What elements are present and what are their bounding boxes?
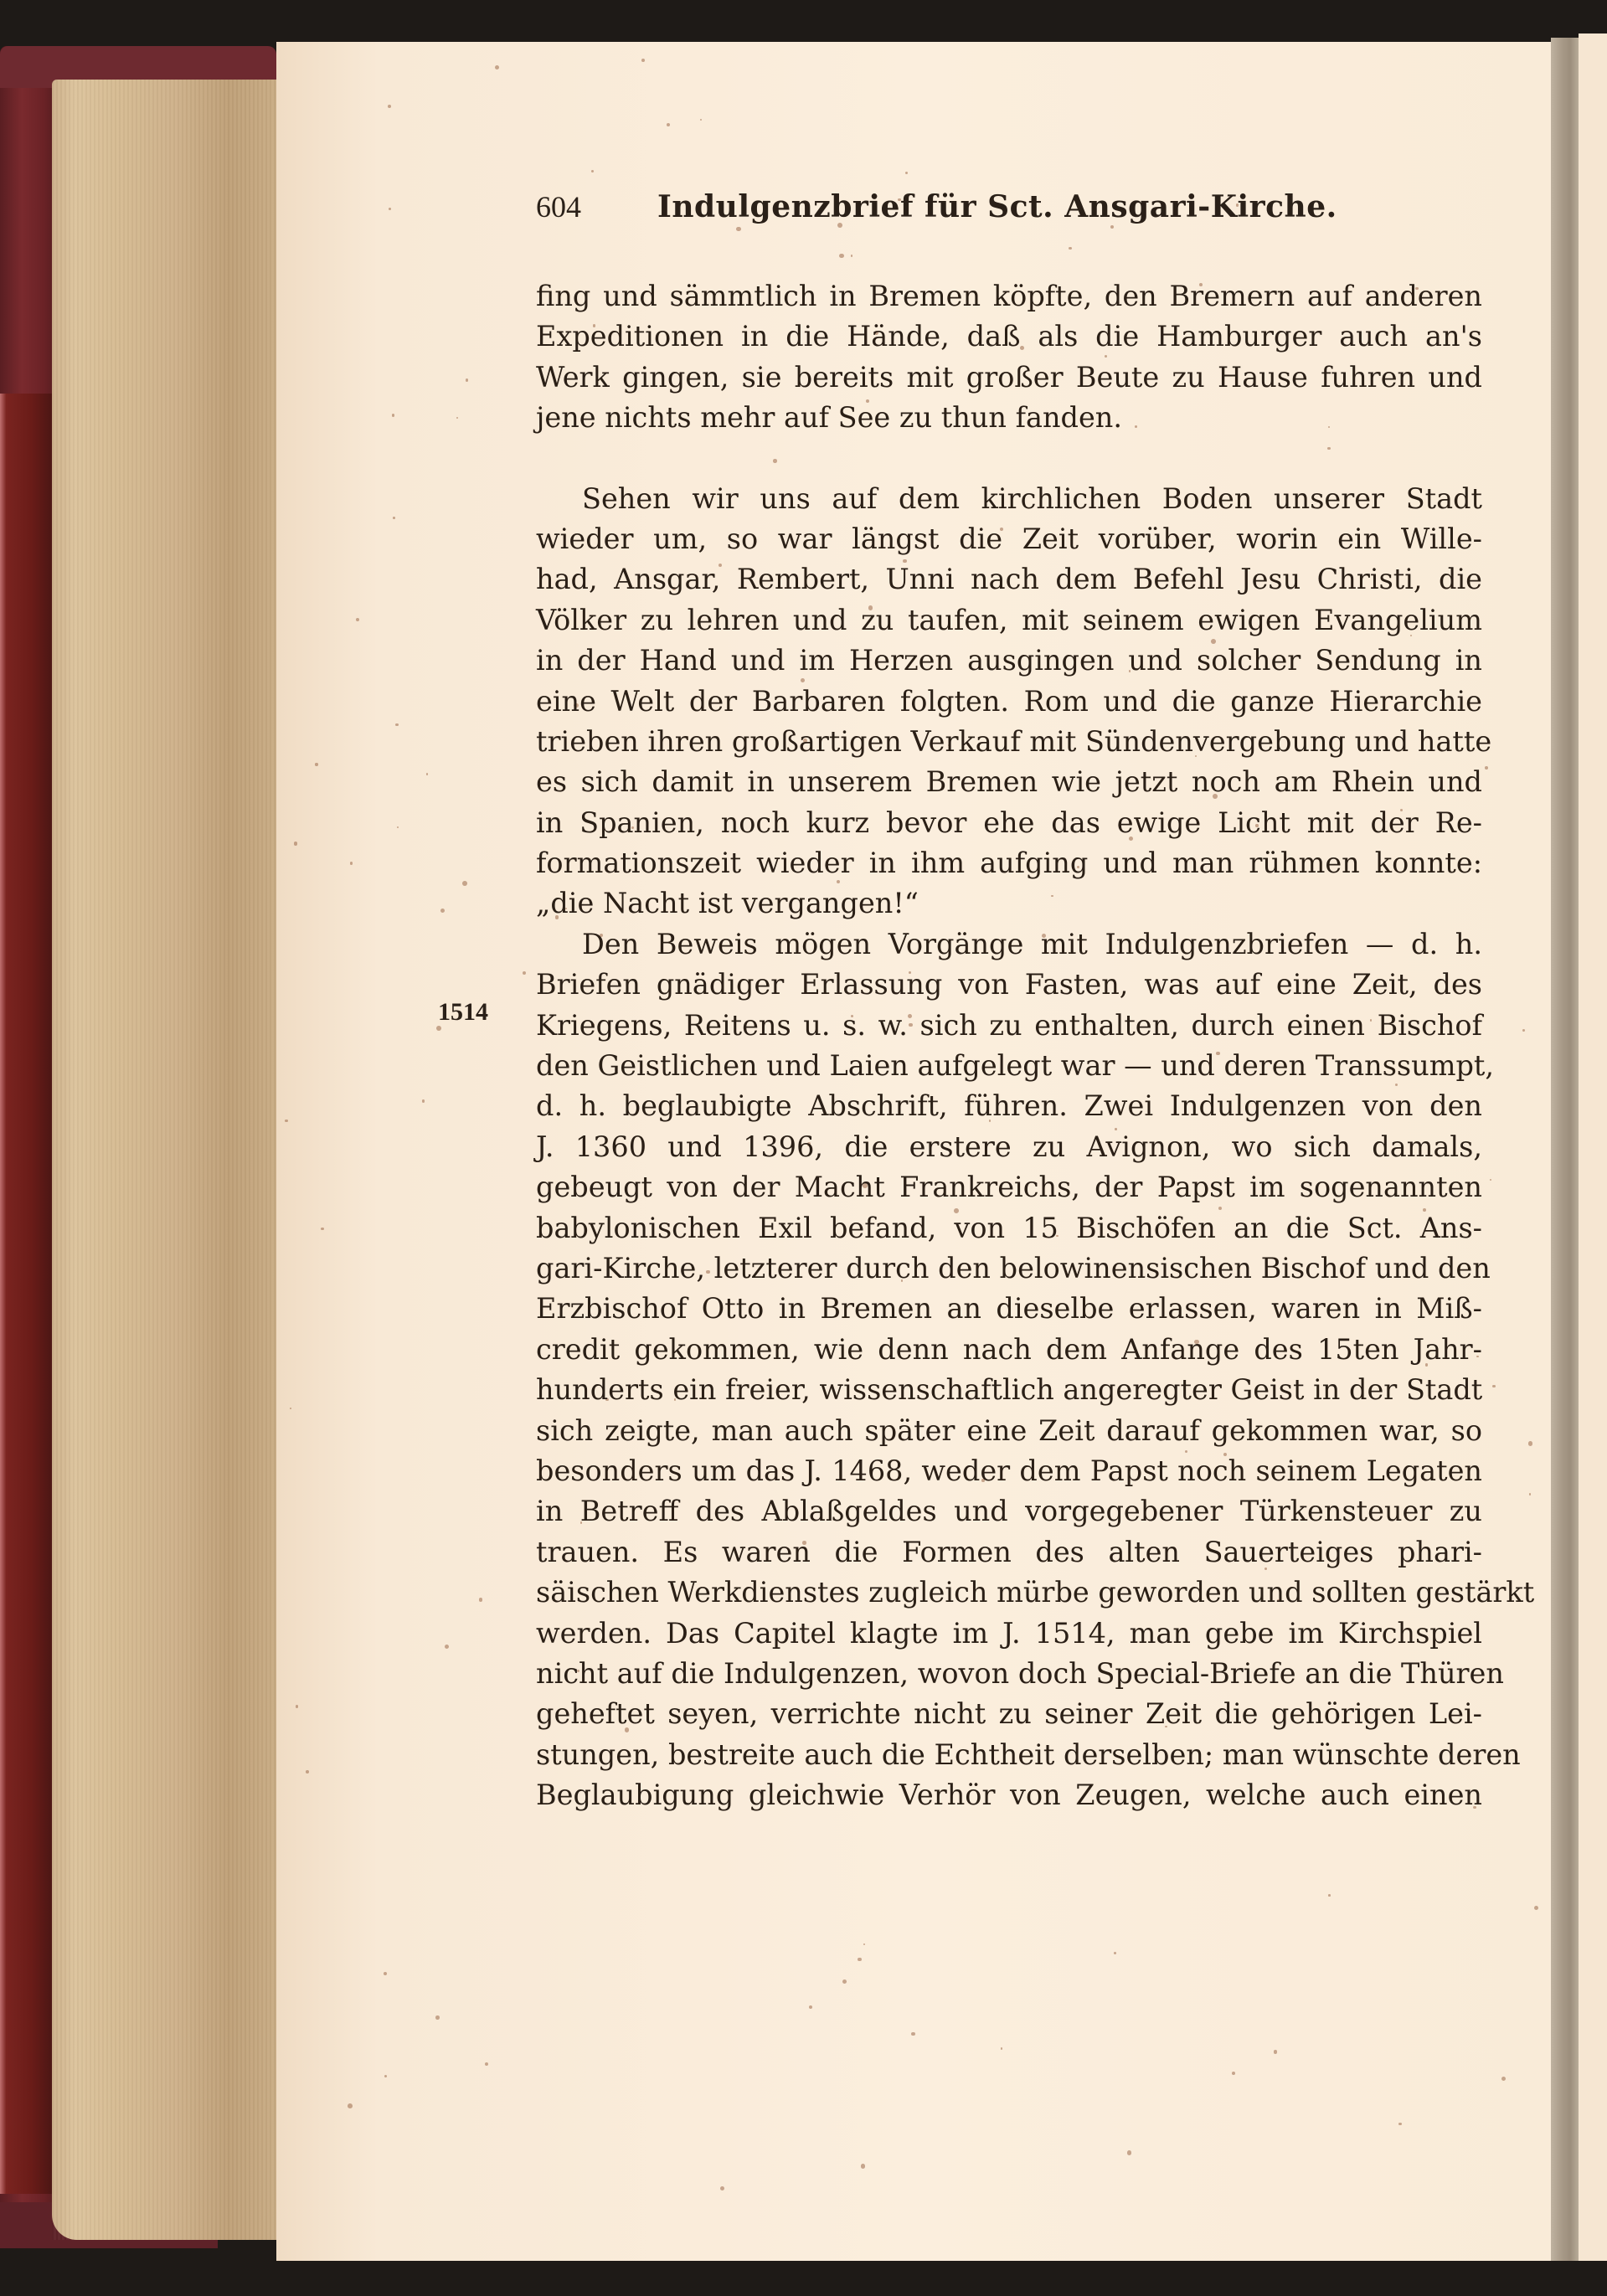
text-line: Sehen wir uns auf dem kirchlichen Boden unserer Stadt (582, 481, 1482, 515)
text-line: werden. Das Capitel klagte im J. 1514, man gebe im Kirchspiel (536, 1616, 1482, 1650)
running-head-title: Indulgenzbrief für Sct. Ansgari-Kirche. (657, 189, 1337, 224)
text-line: besonders um das J. 1468, weder dem Papst noch seinem Legaten (536, 1454, 1482, 1487)
foxing-speck (858, 1958, 861, 1961)
foxing-speck (700, 119, 702, 121)
foxing-speck (1485, 766, 1488, 770)
page-number: 604 (536, 190, 581, 224)
foxing-speck (1492, 1385, 1495, 1387)
foxing-speck (1001, 2047, 1002, 2049)
text-line: säischen Werkdienstes zugleich mürbe geworden und sollten gestärkt (536, 1576, 1535, 1609)
text-line: Expeditionen in die Hände, daß als die Hamburger auch an's (536, 320, 1482, 353)
foxing-speck (306, 1770, 309, 1773)
text-line: jene nichts mehr auf See zu thun fanden. (536, 401, 1123, 435)
text-line: credit gekommen, wie denn nach dem Anfange des 15ten Jahr- (536, 1332, 1482, 1366)
page-gutter (1551, 38, 1579, 2261)
text-line: in Spanien, noch kurz bevor ehe das ewige Licht mit der Re- (536, 806, 1482, 839)
foxing-speck (1529, 1493, 1532, 1495)
foxing-speck (315, 763, 317, 765)
text-line: gari-Kirche, letzterer durch den belowinensischen Bischof und den (536, 1251, 1491, 1284)
margin-year-note: 1514 (438, 998, 488, 1026)
text-line: in der Hand und im Herzen ausgingen und solcher Sendung in (536, 644, 1482, 677)
body-text (536, 276, 1535, 1815)
foxing-speck (641, 59, 645, 62)
text-line: gebeugt von der Macht Frankreichs, der Papst im sogenannten (536, 1171, 1482, 1204)
foxing-speck (1528, 1441, 1532, 1445)
foxing-speck (466, 378, 468, 381)
foxing-speck (809, 2005, 812, 2009)
running-head (536, 189, 1474, 231)
text-line: den Geistlichen und Laien aufgelegt war — und deren Transsumpt, (536, 1049, 1495, 1083)
foxing-speck (1274, 2050, 1277, 2053)
foxing-speck (462, 881, 467, 886)
foxing-speck (422, 1099, 425, 1103)
foxing-speck (321, 1228, 323, 1230)
text-line: in Betreff des Ablaßgeldes und vorgegebener Türkensteuer zu (536, 1495, 1482, 1528)
foxing-speck (861, 2164, 866, 2169)
text-line: Beglaubigung gleichwie Verhör von Zeugen, welche auch einen (536, 1779, 1482, 1812)
text-line: trieben ihren großartigen Verkauf mit Sündenvergebung und hatte (536, 724, 1492, 758)
foxing-speck (294, 842, 297, 845)
foxing-speck (1069, 247, 1072, 250)
foxing-speck (851, 255, 852, 256)
text-line: fing und sämmtlich in Bremen köpfte, den Bremern auf anderen (536, 280, 1482, 312)
text-line: Kriegens, Reitens u. s. w. sich zu enthalten, durch einen Bischof (536, 1008, 1482, 1042)
text-line: Werk gingen, sie bereits mit großer Beute zu Hause fuhren und (536, 360, 1482, 394)
text-line: J. 1360 und 1396, die erstere zu Avignon, wo sich damals, (536, 1130, 1482, 1163)
foxing-speck (1534, 1906, 1538, 1910)
paragraph-gap (536, 439, 1482, 479)
foxing-speck (389, 208, 391, 210)
foxing-speck (388, 105, 391, 108)
text-line: Den Beweis mögen Vorgänge mit Indulgenzbriefen — d. h. (582, 927, 1482, 960)
text-line: sich zeigte, man auch später eine Zeit darauf gekommen war, so (536, 1413, 1482, 1447)
text-line: „die Nacht ist vergangen!“ (536, 887, 919, 920)
foxing-speck (440, 909, 445, 913)
text-line: hunderts ein freier, wissenschaftlich angeregter Geist in der Stadt (536, 1373, 1483, 1407)
text-line: trauen. Es waren die Formen des alten Sauerteiges phari- (536, 1535, 1482, 1568)
text-line: eine Welt der Barbaren folgten. Rom und die ganze Hierarchie (536, 684, 1482, 718)
text-line: Völker zu lehren und zu taufen, mit seinem ewigen Evangelium (536, 603, 1482, 636)
text-line: Erzbischof Otto in Bremen an dieselbe erlassen, waren in Miß- (536, 1292, 1482, 1326)
foxing-speck (1232, 2072, 1235, 2075)
facing-page-edge (1579, 33, 1607, 2261)
foxing-speck (591, 170, 594, 172)
text-line: geheftet seyen, verrichte nicht zu seiner Zeit die gehörigen Lei- (536, 1697, 1482, 1731)
text-line: formationszeit wieder in ihm aufging und man rühmen konnte: (536, 847, 1482, 880)
text-line: d. h. beglaubigte Abschrift, führen. Zwei Indulgenzen von den (536, 1089, 1482, 1123)
book-cover-left-edge (0, 394, 52, 2194)
foxing-speck (1127, 2150, 1131, 2154)
text-line: nicht auf die Indulgenzen, wovon doch Special-Briefe an die Thüren (536, 1656, 1504, 1690)
text-line: wieder um, so war längst die Zeit vorüber, worin ein Wille- (536, 522, 1482, 555)
foxing-speck (1328, 1894, 1331, 1897)
foxing-speck (348, 2103, 353, 2108)
text-line: stungen, bestreite auch die Echtheit derselben; man wünschte deren (536, 1737, 1521, 1771)
foxing-speck (839, 254, 844, 259)
text-line: Briefen gnädiger Erlassung von Fasten, was auf eine Zeit, des (536, 968, 1482, 1001)
foxing-speck (393, 517, 395, 519)
page-block-edges (52, 80, 278, 2240)
text-line: babylonischen Exil befand, von 15 Bischöfen an die Sct. Ans- (536, 1211, 1482, 1244)
foxing-speck (356, 618, 359, 621)
foxing-speck (456, 417, 458, 419)
text-line: es sich damit in unserem Bremen wie jetzt noch am Rhein und (536, 765, 1482, 799)
text-line: had, Ansgar, Rembert, Unni nach dem Befehl Jesu Christi, die (536, 563, 1482, 596)
foxing-speck (1398, 2123, 1402, 2126)
foxing-speck (435, 2015, 440, 2020)
